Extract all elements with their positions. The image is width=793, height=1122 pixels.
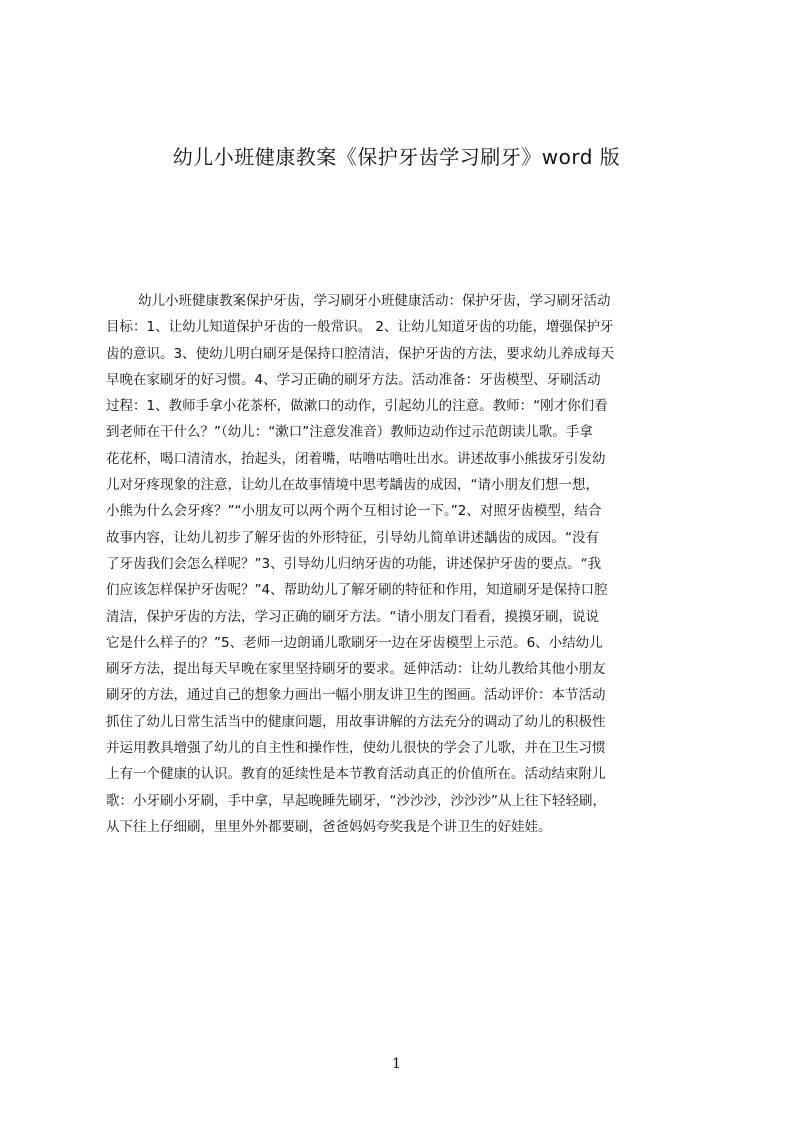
body-line: 到老师在干什么？”（幼儿：“漱口”注意发准音）教师边动作过示范朗读儿歌。手拿: [106, 424, 593, 441]
body-line: 幼儿小班健康教案保护牙齿，学习刷牙小班健康活动：保护牙齿，学习刷牙活动: [138, 293, 611, 309]
body-line: 儿对牙疼现象的注意，让幼儿在故事情境中思考龋齿的成因，“请小朋友们想一想，: [106, 477, 599, 494]
body-line: 目标：1、让幼儿知道保护牙齿的一般常识。 2、让幼儿知道牙齿的功能，增强保护牙: [106, 319, 614, 336]
body-line: 了牙齿我们会怎么样呢？”3、引导幼儿归纳牙齿的功能，讲述保护牙齿的要点。“我: [106, 555, 602, 572]
body-line: 齿的意识。3、使幼儿明白刷牙是保持口腔清洁，保护牙齿的方法，要求幼儿养成每天: [106, 345, 615, 362]
body-line: 花花杯，喝口清清水，抬起头，闭着嘴，咕噜咕噜吐出水。讲述故事小熊拔牙引发幼: [106, 450, 606, 467]
body-line: 上有一个健康的认识。教育的延续性是本节教育活动真正的价值所在。活动结束附儿: [106, 766, 606, 783]
body-line: 早晚在家刷牙的好习惯。4、学习正确的刷牙方法。活动准备：牙齿模型、牙刷活动: [106, 371, 601, 388]
body-line: 抓住了幼儿日常生活当中的健康问题，用故事讲解的方法充分的调动了幼儿的积极性: [106, 713, 606, 730]
body-line: 刷牙的方法，通过自己的想象力画出一幅小朋友讲卫生的图画。活动评价：本节活动: [106, 687, 606, 704]
body-line: 们应该怎样保护牙齿呢？”4、帮助幼儿了解牙刷的特征和作用，知道刷牙是保持口腔: [106, 582, 608, 599]
body-line: 刷牙方法，提出每天早晚在家里坚持刷牙的要求。延伸活动：让幼儿教给其他小朋友: [106, 661, 606, 678]
body-line: 并运用教具增强了幼儿的自主性和操作性，使幼儿很快的学会了儿歌，并在卫生习惯: [106, 740, 606, 757]
body-line: 清洁，保护牙齿的方法，学习正确的刷牙方法。“请小朋友门看看，摸摸牙刷，说说: [106, 608, 599, 625]
page-number: 1: [392, 1056, 401, 1072]
body-line: 从下往上仔细刷，里里外外都要刷，爸爸妈妈夸奖我是个讲卫生的好娃娃。: [106, 818, 552, 835]
document-body: [106, 288, 706, 840]
body-line: 过程：1、教师手拿小花茶杯，做漱口的动作，引起幼儿的注意。教师：“刚才你们看: [106, 398, 608, 415]
body-line: 它是什么样子的？”5、老师一边朗诵儿歌刷牙一边在牙齿模型上示范。6、小结幼儿: [106, 634, 603, 651]
body-line: 故事内容，让幼儿初步了解牙齿的外形特征，引导幼儿简单讲述龋齿的成因。“没有: [106, 529, 599, 546]
document-title: 幼儿小班健康教案《保护牙齿学习刷牙》word 版: [172, 145, 621, 169]
body-line: 歌：小牙刷小牙刷，手中拿，早起晚睡先刷牙，“沙沙沙，沙沙沙”从上往下轻轻刷，: [106, 792, 606, 809]
body-line: 小熊为什么会牙疼？”“小朋友可以两个两个互相讨论一下。”2、对照牙齿模型，结合: [106, 503, 602, 520]
